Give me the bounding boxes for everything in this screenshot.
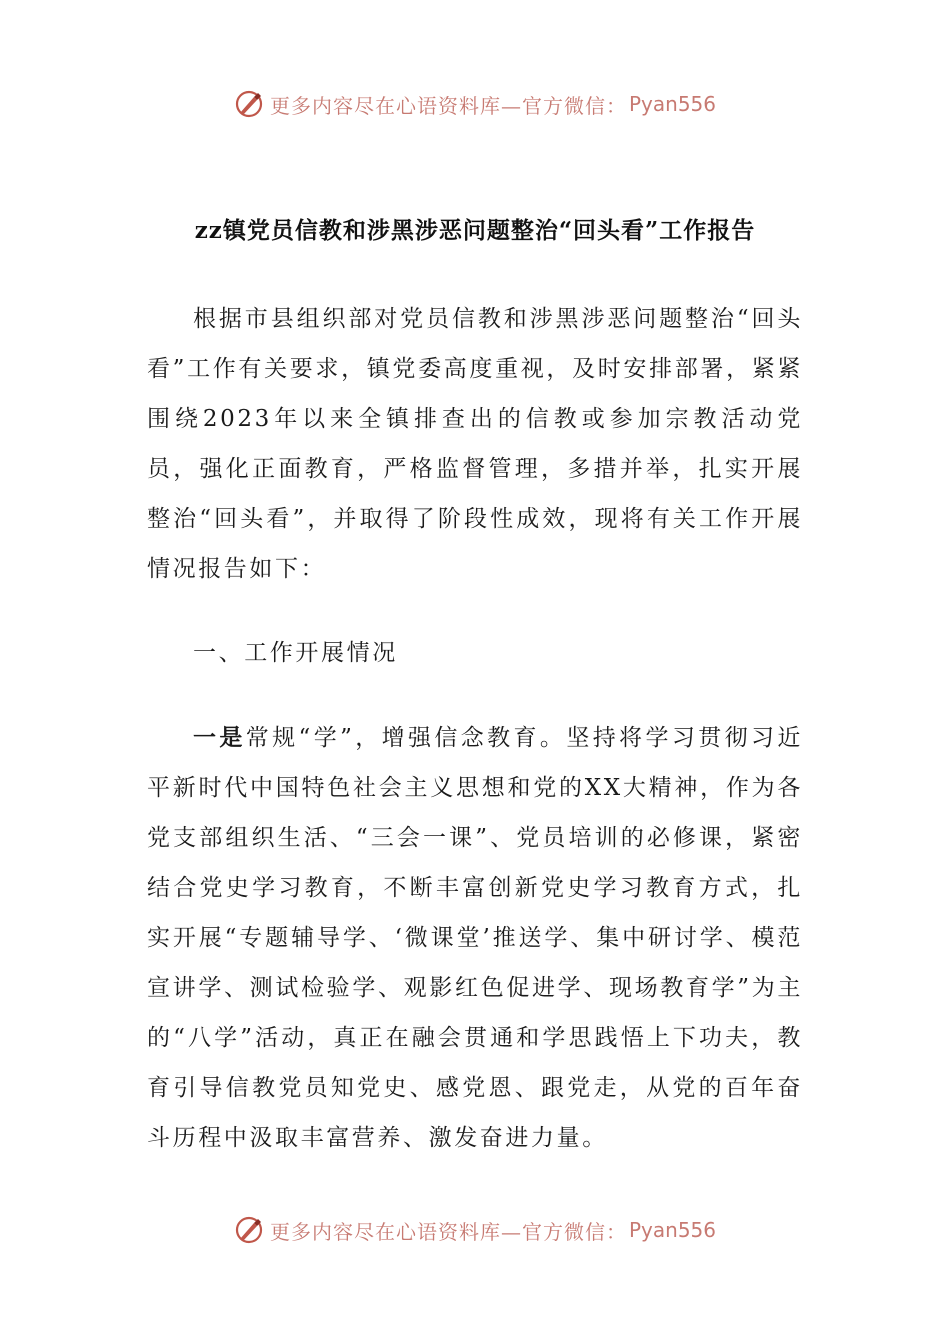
section-heading-block (147, 628, 803, 678)
watermark-footer (0, 1210, 950, 1250)
intro-paragraph: 根据市县组织部对党员信教和涉黑涉恶问题整治“回头看”工作有关要求，镇党委高度重视，及时安排部署，紧紧围绕2023年以来全镇排查出的信教或参加宗教活动党员，强化正面教育，严格监督管理，多措并举，扎实开展整治“回头看”，并取得了阶段性成效，现将有关工作开展情况报告如下： (147, 306, 803, 582)
intro-paragraph-block (147, 294, 803, 594)
watermark-wechat-id: Pyan556 (628, 92, 716, 116)
pen-logo-icon (234, 1215, 264, 1245)
document-title: zz镇党员信教和涉黑涉恶问题整治“回头看”工作报告 (194, 217, 756, 244)
watermark-text: 更多内容尽在心语资料库—官方微信： (269, 1219, 627, 1244)
watermark-header (0, 84, 950, 124)
item-1-text: 常规“学”，增强信念教育。坚持将学习贯彻习近平新时代中国特色社会主义思想和党的XX大精神，作为各党支部组织生活、“三会一课”、党员培训的必修课，紧密结合党史学习教育，不断丰富创新党史学习教育方式，扎实开展“专题辅导学、‘微课堂’推送学、集中研讨学、模范宣讲学、测试检验学、观影红色促进学、现场教育学”为主的“八学”活动，真正在融会贯通和学思践悟上下功夫，教育引导信教党员知党史、感党恩、跟党走，从党的百年奋斗历程中汲取丰富营养、激发奋进力量。 (147, 725, 804, 1151)
item-1-block (147, 713, 803, 1163)
item-1-lead: 一是 (193, 725, 246, 751)
pen-logo-icon (234, 89, 264, 119)
watermark-wechat-id: Pyan556 (628, 1218, 716, 1242)
section-1-heading: 一、工作开展情况 (193, 640, 398, 666)
watermark-text: 更多内容尽在心语资料库—官方微信： (269, 93, 627, 118)
item-1-paragraph (147, 713, 803, 1163)
